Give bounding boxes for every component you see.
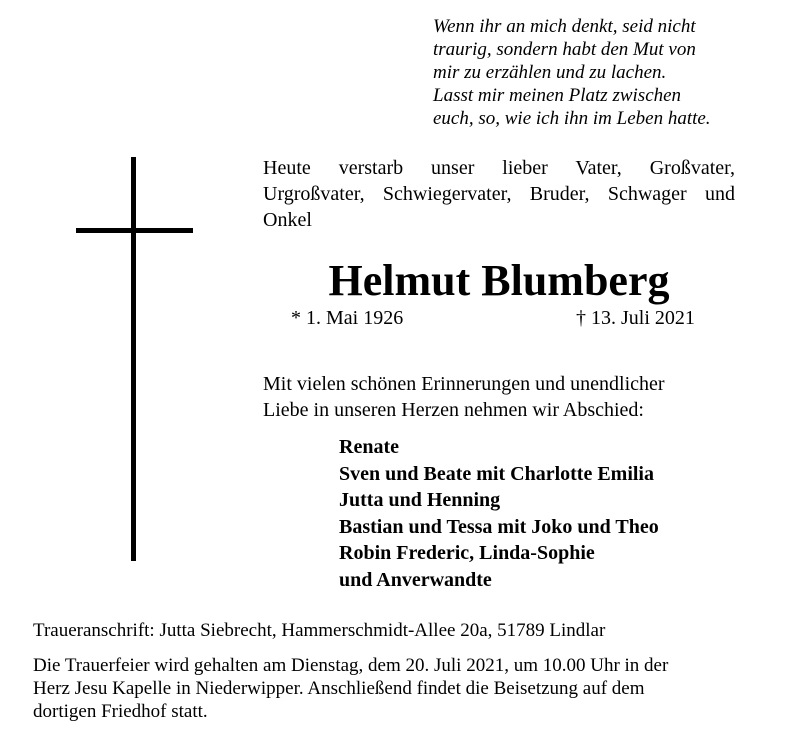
mourners-list [339, 434, 659, 593]
mourner-entry: Renate [339, 436, 399, 458]
death-announcement-intro [263, 155, 735, 233]
service-line: dortigen Friedhof statt. [33, 701, 208, 722]
intro-line: Onkel [263, 209, 312, 231]
farewell-line: Mit vielen schönen Erinnerungen und unendlicher [263, 373, 665, 395]
farewell-text [263, 371, 665, 423]
mourner-entry: Jutta und Henning [339, 489, 501, 511]
service-line: Herz Jesu Kapelle in Niederwipper. Anschließend findet die Beisetzung auf dem [33, 678, 645, 699]
deceased-name: Helmut Blumberg [328, 256, 670, 305]
quote-line: traurig, sondern habt den Mut von [433, 39, 696, 60]
mourner-entry: Sven und Beate mit Charlotte Emilia [339, 462, 654, 485]
service-line: Die Trauerfeier wird gehalten am Dienstag, dem 20. Juli 2021, um 10.00 Uhr in der [33, 655, 669, 676]
funeral-service-info [33, 654, 668, 723]
mourner-entry: Bastian und Tessa mit Joko und Theo [339, 515, 659, 538]
intro-line: Heute verstarb unser lieber Vater, Großvater, [263, 157, 735, 179]
intro-line: Urgroßvater, Schwiegervater, Bruder, Schwager und [263, 183, 735, 205]
death-date: † 13. Juli 2021 [576, 307, 695, 329]
mourner-entry: und Anverwandte [339, 568, 492, 591]
cross-vertical-bar [131, 157, 136, 561]
quote-line: mir zu erzählen und zu lachen. [433, 62, 667, 83]
cross-horizontal-bar [76, 228, 193, 233]
mourner-entry: Robin Frederic, Linda-Sophie [339, 542, 595, 564]
mourning-address: Traueranschrift: Jutta Siebrecht, Hammerschmidt-Allee 20a, 51789 Lindlar [33, 620, 606, 641]
quote-line: Wenn ihr an mich denkt, seid nicht [433, 16, 696, 37]
farewell-line: Liebe in unseren Herzen nehmen wir Abschied: [263, 399, 644, 421]
quote-line: Lasst mir meinen Platz zwischen [433, 85, 682, 106]
birth-date: * 1. Mai 1926 [291, 307, 404, 329]
epigraph-quote [433, 15, 763, 130]
quote-line: euch, so, wie ich ihn im Leben hatte. [433, 108, 711, 129]
